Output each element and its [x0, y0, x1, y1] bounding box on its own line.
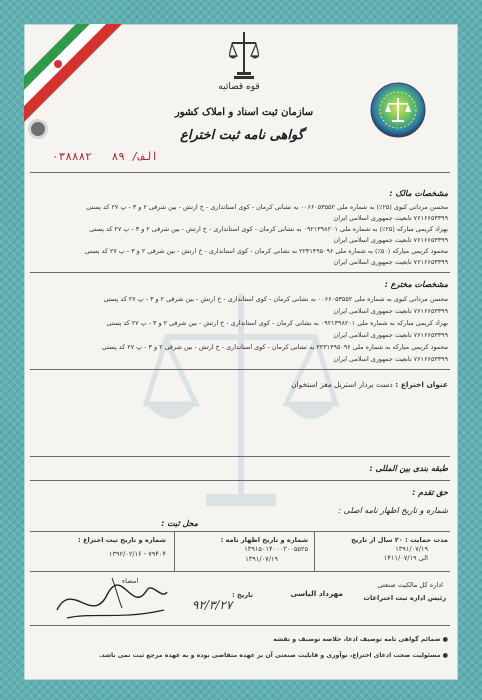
certificate-paper	[24, 24, 458, 680]
invention-title-row	[38, 379, 448, 390]
registration-label: شماره و تاریخ ثبت اختراع :	[78, 536, 166, 544]
owner-line: ۷۶۱۶۶۵۳۳۹۹ تابعیت جمهوری اسلامی ایران	[333, 258, 448, 266]
owner-line: ۷۶۱۶۶۵۳۳۹۹ تابعیت جمهوری اسلامی ایران	[333, 236, 448, 244]
office-line-2: رئیس اداره ثبت اختراعات	[363, 594, 446, 602]
invention-value: دست بردار استریل مغز استخوان	[291, 380, 393, 389]
inventor-line: ۷۶۱۶۶۵۳۳۹۹ تابعیت جمهوری اسلامی ایران	[333, 307, 448, 315]
owner-line: محمود کریمی مبارکه (۵۰٪) به شماره ملی ۲۲۳۱۴۹۵۰۹۶ به نشانی کرمان - کوی استانداری - خ ارتش - بین شرقی ۲ و ۳ - پ ۲۷ کد پستی	[84, 247, 448, 255]
owner-line: محسن مردانی کبوی (۲۵٪) به شماره ملی ۰۰۶۶۰۵۳۵۵۲ به نشانی کرمان - کوی استانداری - خ ارتش - بین شرقی ۲ و ۳ - پ ۲۷ کد پستی	[86, 203, 448, 211]
divider	[30, 272, 450, 273]
registration-value: ۷۹۴۰۴ - ۱۳۹۲/۰۲/۱۶	[108, 550, 166, 558]
validity-until: الی ۱۴۱۱/۰۷/۱۹	[383, 554, 428, 562]
divider	[30, 480, 450, 481]
signatory-name: مهرداد الیاسی	[290, 589, 343, 598]
divider	[30, 369, 450, 370]
scales-of-justice-icon	[229, 30, 259, 82]
divider	[30, 625, 450, 626]
owner-line: ۷۶۱۶۶۵۳۳۹۹ تابعیت جمهوری اسلامی ایران	[333, 214, 448, 222]
certificate-title: گواهی نامه ثبت اختراع	[180, 128, 304, 143]
serial-number	[52, 150, 158, 163]
signature-scribble	[52, 570, 172, 630]
signature-date-label: تاریخ :	[232, 591, 253, 599]
column-divider	[174, 531, 175, 571]
declaration-number: ۱۳۹۱۵۰۱۴۰۰۰۳۰۰۵۵۲۵	[244, 545, 308, 553]
classification-label: طبقه بندی بین المللی :	[369, 464, 448, 473]
office-line-1: اداره کل مالکیت صنعتی	[377, 581, 443, 589]
divider	[30, 172, 450, 173]
footnote: ● ضمائم گواهی نامه توصیف ادعا، خلاصه توصیف و نقشه	[273, 636, 448, 643]
inventor-line: محسن مردانی کبوی به شماره ملی ۰۰۶۶۰۵۳۵۵۲ به نشانی کرمان - کوی استانداری - خ ارتش - بین شرقی ۲ و ۳ - پ ۲۷ کد پستی	[103, 295, 448, 303]
column-divider	[314, 531, 315, 571]
validity-date: ۱۳۹۱/۰۷/۱۹	[395, 545, 428, 553]
owners-heading: مشخصات مالک :	[389, 189, 448, 198]
invention-label: عنوان اختراع :	[395, 380, 448, 389]
registration-place-label: محل ثبت :	[161, 519, 198, 528]
inventor-line: ۷۶۱۶۶۵۳۳۹۹ تابعیت جمهوری اسلامی ایران	[333, 331, 448, 339]
divider	[30, 456, 450, 457]
handwritten-number: ۹۲/۳/۲۷	[192, 598, 233, 612]
footnote: ● مسئولیت صحت ادعای اختراع، نوآوری و قابلیت صنعتی آن بر عهده متقاضی بوده و به عهده مرجع ثبت نمی باشد.	[98, 652, 448, 659]
original-declaration-label: شماره و تاریخ اظهار نامه اصلی :	[338, 506, 448, 515]
hologram-seal-icon	[370, 82, 426, 138]
serial-digits: ۰۳۸۸۸۲	[52, 150, 92, 163]
judiciary-label: قوه قضائیه	[218, 82, 260, 92]
declaration-label: شماره و تاریخ اظهار نامه :	[220, 536, 308, 544]
punch-hole	[28, 119, 48, 139]
divider	[30, 531, 450, 532]
declaration-date: ۱۳۹۱/۰۷/۱۹	[245, 555, 278, 563]
sign-note: امضاء	[122, 577, 139, 585]
inventor-line: بهزاد کریمی مبارکه به شماره ملی ۰۹۲۱۳۹۸۲۰۱ به نشانی کرمان - کوی استانداری - خ ارتش - بین شرقی ۲ و ۳ - پ ۲۷ کد پستی	[106, 319, 448, 327]
validity-label: مدت حمایت : ۲۰ سال از تاریخ	[351, 536, 448, 544]
inventor-line: ۷۶۱۶۶۵۳۳۹۹ تابعیت جمهوری اسلامی ایران	[333, 355, 448, 363]
priority-label: حق تقدم :	[412, 488, 448, 497]
owner-line: بهزاد کریمی مبارکه (۲۵٪) به شماره ملی ۰۹۲۱۳۹۸۲۰۱ به نشانی کرمان - کوی استانداری - خ ارتش - بین شرقی ۲ و ۳ - پ ۲۷ کد پستی	[89, 225, 448, 233]
inventor-line: محمود کریمی مبارکه به شماره ملی ۲۲۳۱۴۹۵۰۹۶ به نشانی کرمان - کوی استانداری - خ ارتش - بین شرقی ۲ و ۳ - پ ۲۷ کد پستی	[102, 343, 448, 351]
inventors-heading: مشخصات مخترع :	[384, 280, 448, 289]
organization-name: سازمان ثبت اسناد و املاک کشور	[174, 107, 314, 118]
serial-prefix: الف/ ۸۹	[111, 150, 158, 163]
